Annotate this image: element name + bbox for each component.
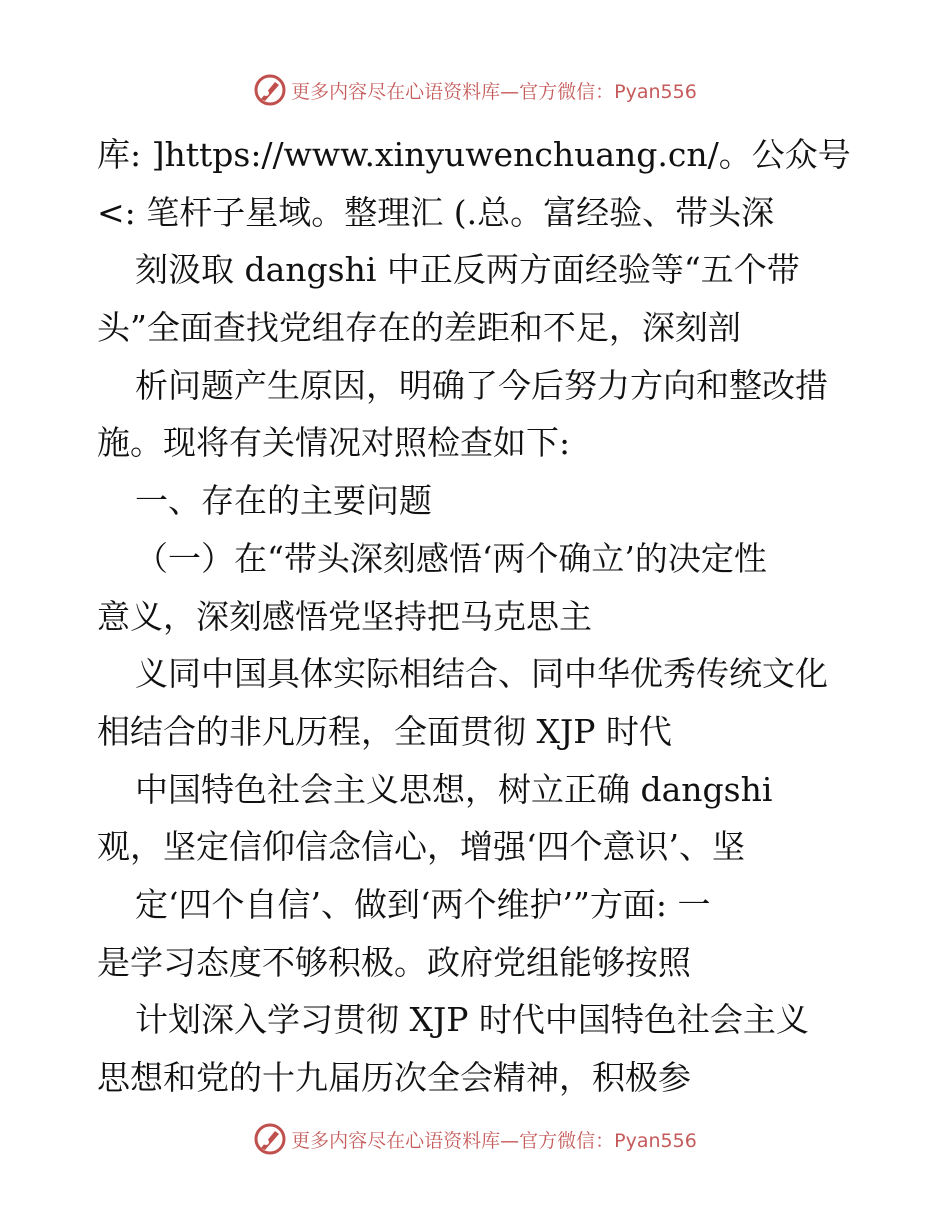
text-line: 思想和党的十九届历次全会精神，积极参 [97,1058,691,1097]
pen-seal-icon [253,1122,287,1156]
text-line: 头”全面查找党组存在的差距和不足，深刻剖 [97,308,741,348]
text-line: 刻汲取 dangshi 中正反两方面经验等“五个带 [135,250,800,290]
section-heading: 一、存在的主要问题 [135,481,432,521]
text-line: 义同中国具体实际相结合、同中华优秀传统文化 [135,654,828,694]
text-line: <: 笔杆子星域。整理汇 (.总。富经验、带头深 [97,192,775,232]
header-banner-text: 更多内容尽在心语资料库—官方微信：Pyan556 [291,80,697,103]
document-body [97,126,857,1107]
pen-seal-icon [253,73,287,107]
header-banner [0,70,950,110]
text-line: 析问题产生原因，明确了今后努力方向和整改措 [135,365,828,405]
footer-banner-text: 更多内容尽在心语资料库—官方微信：Pyan556 [291,1129,697,1152]
header-banner-inner [253,73,697,107]
text-line: 施。现将有关情况对照检查如下: [97,423,571,463]
footer-banner-inner [253,1122,697,1156]
text-line: （一）在“带头深刻感悟‘两个确立’的决定性 [135,538,767,578]
footer-banner [0,1119,950,1159]
text-line: 中国特色社会主义思想，树立正确 dangshi [135,769,773,809]
text-line: 库: ]https://www.xinyuwenchuang.cn/。公众号 [97,135,851,174]
text-line: 是学习态度不够积极。政府党组能够按照 [97,942,691,982]
text-line: 意义，深刻感悟党坚持把马克思主 [97,596,592,636]
text-line: 观，坚定信仰信念信心，增强‘四个意识’、坚 [97,827,745,867]
text-line: 计划深入学习贯彻 XJP 时代中国特色社会主义 [135,1000,809,1040]
text-line: 相结合的非凡历程，全面贯彻 XJP 时代 [97,711,672,751]
text-line: 定‘四个自信’、做到‘两个维护’”方面: 一 [135,884,711,924]
